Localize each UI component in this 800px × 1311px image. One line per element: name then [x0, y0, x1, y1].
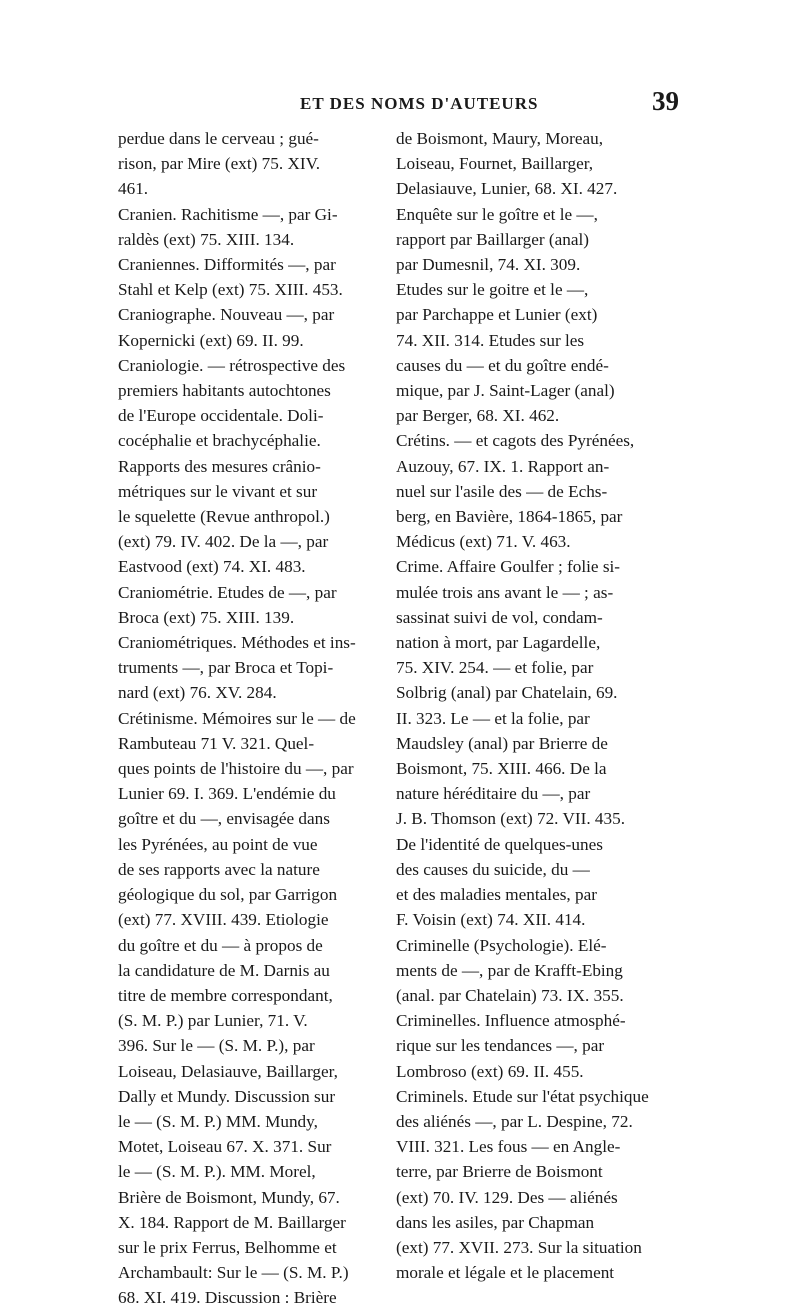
index-line: (ext) 77. XVIII. 439. Etiologie	[118, 910, 329, 930]
index-line: premiers habitants autochtones	[118, 381, 331, 401]
index-line: mulée trois ans avant le — ; as-	[396, 582, 614, 602]
index-line: nature héréditaire du —, par	[396, 784, 591, 804]
index-line: et des maladies mentales, par	[396, 885, 597, 905]
index-line: Maudsley (anal) par Brierre de	[396, 733, 608, 753]
index-line: causes du — et du goître endé-	[396, 355, 609, 375]
index-line: le squelette (Revue anthropol.)	[118, 507, 330, 527]
index-line: Craniométriques. Méthodes et ins-	[118, 633, 356, 653]
index-line: Loiseau, Fournet, Baillarger,	[396, 154, 594, 174]
index-line: VIII. 321. Les fous — en Angle-	[396, 1137, 621, 1157]
index-line: le — (S. M. P.) MM. Mundy,	[118, 1111, 318, 1131]
index-line: (anal. par Chatelain) 73. IX. 355.	[396, 985, 624, 1005]
index-line: (ext) 77. XVII. 273. Sur la situation	[396, 1237, 642, 1257]
index-line: nuel sur l'asile des — de Echs-	[396, 481, 608, 501]
index-line: sassinat suivi de vol, condam-	[396, 607, 603, 627]
index-line: cocéphalie et brachycéphalie.	[118, 431, 321, 451]
index-line: titre de membre correspondant,	[118, 985, 333, 1005]
index-line: Craniologie. — rétrospective des	[118, 355, 346, 375]
index-line: rison, par Mire (ext) 75. XIV.	[118, 154, 321, 174]
index-line: Rambuteau 71 V. 321. Quel-	[118, 733, 315, 753]
index-line: métriques sur le vivant et sur	[118, 481, 318, 501]
index-line: (ext) 70. IV. 129. Des — aliénés	[396, 1187, 618, 1207]
index-line: Criminelles. Influence atmosphé-	[396, 1011, 626, 1031]
index-line: par Dumesnil, 74. XI. 309.	[396, 255, 581, 275]
left-column	[118, 126, 398, 1311]
index-line: de Boismont, Maury, Moreau,	[396, 129, 604, 148]
index-line: perdue dans le cerveau ; gué-	[118, 129, 319, 148]
index-line: De l'identité de quelques-unes	[396, 834, 603, 854]
index-line: nard (ext) 76. XV. 284.	[118, 683, 277, 703]
index-line: Broca (ext) 75. XIII. 139.	[118, 607, 295, 627]
index-line: 68. XI. 419. Discussion : Brière	[118, 1288, 337, 1308]
index-line: des causes du suicide, du —	[396, 859, 590, 879]
index-line: le — (S. M. P.). MM. Morel,	[118, 1162, 316, 1182]
index-line: Delasiauve, Lunier, 68. XI. 427.	[396, 179, 618, 199]
index-line: Dally et Mundy. Discussion sur	[118, 1086, 336, 1106]
index-line: Criminelle (Psychologie). Elé-	[396, 935, 607, 955]
index-line: mique, par J. Saint-Lager (anal)	[396, 381, 615, 401]
index-line: de ses rapports avec la nature	[118, 859, 320, 879]
index-line: rique sur les tendances —, par	[396, 1036, 605, 1056]
index-line: Crétinisme. Mémoires sur le — de	[118, 708, 356, 728]
running-title: ET DES NOMS D'AUTEURS	[300, 94, 539, 113]
page-number: 39	[652, 86, 679, 116]
index-line: Rapports des mesures crânio-	[118, 456, 321, 476]
index-line: Médicus (ext) 71. V. 463.	[396, 532, 571, 552]
index-line: géologique du sol, par Garrigon	[118, 885, 338, 905]
index-line: Etudes sur le goitre et le —,	[396, 280, 589, 300]
index-line: de l'Europe occidentale. Doli-	[118, 406, 324, 426]
index-line: Auzouy, 67. IX. 1. Rapport an-	[396, 456, 610, 476]
index-line: Craniennes. Difformités —, par	[118, 255, 336, 275]
index-line: Craniométrie. Etudes de —, par	[118, 582, 337, 602]
index-line: Criminels. Etude sur l'état psychique	[396, 1086, 649, 1106]
index-line: 74. XII. 314. Etudes sur les	[396, 330, 585, 350]
index-line: Loiseau, Delasiauve, Baillarger,	[118, 1061, 338, 1081]
index-line: Stahl et Kelp (ext) 75. XIII. 453.	[118, 280, 343, 300]
index-line: morale et légale et le placement	[396, 1263, 615, 1283]
index-line: F. Voisin (ext) 74. XII. 414.	[396, 910, 586, 930]
index-line: Crime. Affaire Goulfer ; folie si-	[396, 557, 621, 577]
index-line: Craniographe. Nouveau —, par	[118, 305, 335, 325]
index-line: Enquête sur le goître et le —,	[396, 204, 598, 224]
index-line: (ext) 79. IV. 402. De la —, par	[118, 532, 329, 552]
index-line: dans les asiles, par Chapman	[396, 1212, 595, 1232]
index-line: ques points de l'histoire du —, par	[118, 759, 354, 779]
index-line: sur le prix Ferrus, Belhomme et	[118, 1237, 337, 1257]
index-line: (S. M. P.) par Lunier, 71. V.	[118, 1011, 308, 1031]
index-line: Lombroso (ext) 69. II. 455.	[396, 1061, 584, 1081]
index-line: Kopernicki (ext) 69. II. 99.	[118, 330, 304, 350]
index-line: berg, en Bavière, 1864-1865, par	[396, 507, 623, 527]
index-line: truments —, par Broca et Topi-	[118, 658, 334, 678]
right-column	[396, 126, 676, 1285]
index-line: Lunier 69. I. 369. L'endémie du	[118, 784, 336, 804]
index-line: Brière de Boismont, Mundy, 67.	[118, 1187, 340, 1207]
index-line: par Berger, 68. XI. 462.	[396, 406, 560, 426]
index-line: goître et du —, envisagée dans	[118, 809, 330, 829]
index-line: Motet, Loiseau 67. X. 371. Sur	[118, 1137, 332, 1157]
index-line: nation à mort, par Lagardelle,	[396, 633, 601, 653]
index-line: la candidature de M. Darnis au	[118, 960, 330, 980]
index-line: des aliénés —, par L. Despine, 72.	[396, 1111, 633, 1131]
index-line: 461.	[118, 179, 149, 199]
index-line: J. B. Thomson (ext) 72. VII. 435.	[396, 809, 626, 829]
index-line: X. 184. Rapport de M. Baillarger	[118, 1212, 346, 1232]
index-line: II. 323. Le — et la folie, par	[396, 708, 590, 728]
index-line: par Parchappe et Lunier (ext)	[396, 305, 598, 325]
index-line: ments de —, par de Krafft-Ebing	[396, 960, 623, 980]
index-line: Boismont, 75. XIII. 466. De la	[396, 759, 607, 779]
index-line: rapport par Baillarger (anal)	[396, 229, 589, 249]
index-line: Solbrig (anal) par Chatelain, 69.	[396, 683, 618, 703]
index-line: Eastvood (ext) 74. XI. 483.	[118, 557, 306, 577]
index-line: terre, par Brierre de Boismont	[396, 1162, 603, 1182]
index-line: 75. XIV. 254. — et folie, par	[396, 658, 594, 678]
index-line: raldès (ext) 75. XIII. 134.	[118, 229, 295, 249]
index-line: 396. Sur le — (S. M. P.), par	[118, 1036, 315, 1056]
index-line: Cranien. Rachitisme —, par Gi-	[118, 204, 338, 224]
page-header	[0, 86, 800, 122]
index-line: Crétins. — et cagots des Pyrénées,	[396, 431, 635, 451]
index-line: Archambault: Sur le — (S. M. P.)	[118, 1263, 349, 1283]
index-line: du goître et du — à propos de	[118, 935, 323, 955]
index-line: les Pyrénées, au point de vue	[118, 834, 318, 854]
